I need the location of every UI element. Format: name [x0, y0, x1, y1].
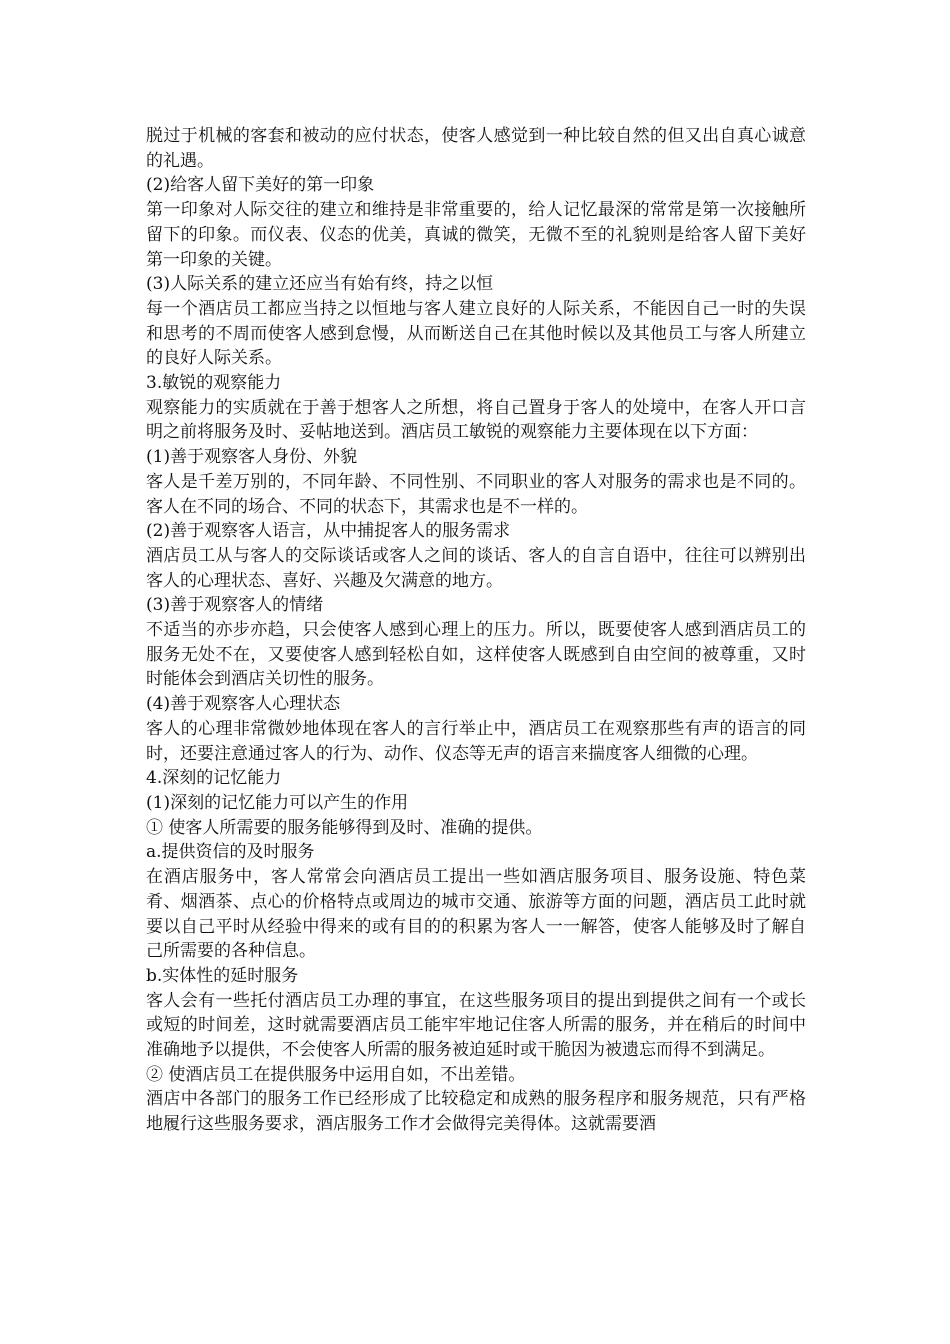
paragraph-service-standards: 酒店中各部门的服务工作已经形成了比较稳定和成熟的服务程序和服务规范，只有严格地履行这些服务要求，酒店服务工作才会做得完美得体。这就需要酒	[146, 1089, 806, 1135]
subheading-memory-effects: (1)深刻的记忆能力可以产生的作用	[146, 792, 409, 813]
paragraph-observe-psychology: 客人的心理非常微妙地体现在客人的言行举止中，酒店员工在观察那些有声的语言的同时，还要注意通过客人的行为、动作、仪态等无声的语言来揣度客人细微的心理。	[146, 718, 806, 764]
subheading-info-service: a.提供资信的及时服务	[146, 842, 315, 863]
subheading-relationship-persistence: (3)人际关系的建立还应当有始有终，持之以恒	[146, 274, 494, 295]
subheading-delayed-service: b.实体性的延时服务	[146, 965, 299, 986]
section-heading-memory: 4.深刻的记忆能力	[146, 768, 282, 789]
subheading-observe-identity: (1)善于观察客人身份、外貌	[146, 447, 358, 468]
subheading-observe-psychology: (4)善于观察客人心理状态	[146, 694, 341, 715]
subheading-observe-language: (2)善于观察客人语言，从中捕捉客人的服务需求	[146, 521, 511, 542]
paragraph-observation-intro: 观察能力的实质就在于善于想客人之所想，将自己置身于客人的处境中，在客人开口言明之前将服务及时、妥帖地送到。酒店员工敏锐的观察能力主要体现在以下方面：	[146, 397, 806, 443]
paragraph-delayed-service: 客人会有一些托付酒店员工办理的事宜，在这些服务项目的提出到提供之间有一个或长或短的时间差，这时就需要酒店员工能牢牢地记住客人所需的服务，并在稍后的时间中准确地予以提供，不会使客人所需的服务被迫延时或干脆因为被遗忘而得不到满足。	[146, 990, 806, 1061]
paragraph-intro-continuation: 脱过于机械的客套和被动的应付状态，使客人感觉到一种比较自然的但又出自真心诚意的礼遇。	[146, 126, 806, 171]
paragraph-observe-identity: 客人是千差万别的，不同年龄、不同性别、不同职业的客人对服务的需求也是不同的。客人在不同的场合、不同的状态下，其需求也是不一样的。	[146, 471, 806, 517]
document-body	[146, 124, 806, 1137]
paragraph-observe-language: 酒店员工从与客人的交际谈话或客人之间的谈话、客人的自言自语中，往往可以辨别出客人的心理状态、喜好、兴趣及欠满意的地方。	[146, 545, 806, 591]
subheading-first-impression: (2)给客人留下美好的第一印象	[146, 175, 375, 196]
paragraph-first-impression: 第一印象对人际交往的建立和维持是非常重要的，给人记忆最深的常常是第一次接触所留下的印象。而仪表、仪态的优美，真诚的微笑，无微不至的礼貌则是给客人留下美好第一印象的关键。	[146, 200, 806, 270]
list-item-memory-effect-1: ① 使客人所需要的服务能够得到及时、准确的提供。	[146, 817, 543, 838]
paragraph-info-service: 在酒店服务中，客人常常会向酒店员工提出一些如酒店服务项目、服务设施、特色菜肴、烟酒茶、点心的价格特点或周边的城市交通、旅游等方面的问题，酒店员工此时就要以自己平时从经验中得来的或有目的的积累为客人一一解答，使客人能够及时了解自己所需要的各种信息。	[146, 867, 806, 962]
paragraph-observe-emotion: 不适当的亦步亦趋，只会使客人感到心理上的压力。所以，既要使客人感到酒店员工的服务无处不在，又要使客人感到轻松自如，这样使客人既感到自由空间的被尊重，又时时能体会到酒店关切性的服务。	[146, 620, 806, 690]
subheading-observe-emotion: (3)善于观察客人的情绪	[146, 595, 324, 616]
list-item-memory-effect-2: ② 使酒店员工在提供服务中运用自如，不出差错。	[146, 1064, 526, 1085]
paragraph-relationship-persistence: 每一个酒店员工都应当持之以恒地与客人建立良好的人际关系，不能因自己一时的失误和思考的不周而使客人感到怠慢，从而断送自己在其他时候以及其他员工与客人所建立的良好人际关系。	[146, 298, 806, 369]
section-heading-observation: 3.敏锐的观察能力	[146, 373, 282, 394]
